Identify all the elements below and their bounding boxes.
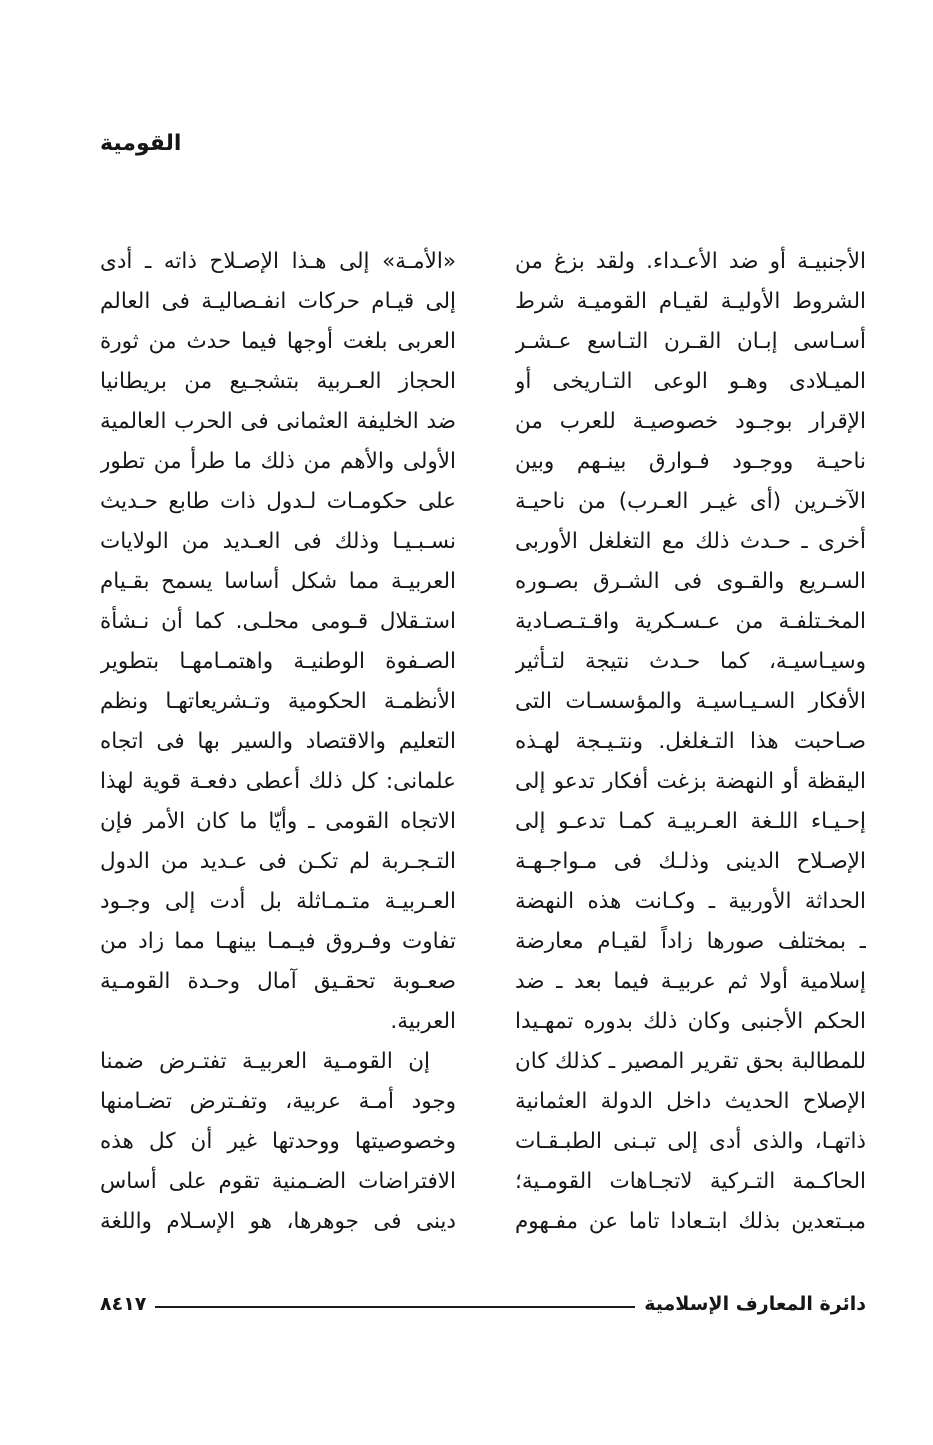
text-line-paragraph-start: إن القومـية العربيـة تفتـرض ضمنا — [100, 1049, 430, 1074]
text-line: الإصلاح الحديث داخل الدولة العثمانية — [515, 1089, 866, 1114]
text-line: أخرى ـ حـدث ذلك مع التغلغل الأوربى — [515, 529, 866, 554]
text-line: الآخـرين (أى غيـر العـرب) من ناحيـة — [515, 489, 866, 514]
text-line: العربى بلغت أوجها فيما حدث من ثورة — [100, 329, 456, 354]
page-footer — [100, 1287, 866, 1321]
text-line-paragraph-end: العربية. — [390, 1009, 456, 1034]
text-line: صـاحبت هذا التـغلغل. ونتـيـجة لهـذه — [515, 729, 866, 754]
text-line: أسـاسى إبـان القـرن التـاسع عـشـر — [515, 329, 866, 354]
text-line: ناحيـة ووجـود فـوارق بينـهم وبين — [515, 449, 866, 474]
text-line: صعـوبة تحقـيق آمال وحـدة القومـية — [100, 969, 456, 994]
text-line: الإصـلاح الدينى وذلـك فى مـواجـهـة — [515, 849, 866, 874]
text-line: الحاكـمة التـركية لاتجـاهات القومـية؛ — [515, 1169, 866, 1194]
text-line: وخصوصيتها ووحدتها غير أن كل هذه — [100, 1129, 456, 1154]
text-line: على حكومـات لـدول ذات طابع حـديث — [100, 489, 456, 514]
text-line: إحـيـاء اللـغة العـربيـة كمـا تدعـو إلى — [515, 809, 866, 834]
text-line: ذاتهـا، والذى أدى إلى تبـنى الطبـقـات — [515, 1129, 866, 1154]
text-line: الصـفوة الوطنيـة واهتمـامهـا بتطوير — [100, 649, 456, 674]
text-line: الأنظمـة الحكومية وتـشريعاتهـا ونظم — [100, 689, 456, 714]
text-line: وسيـاسيـة، كما حـدث نتيجة لتـأثير — [515, 649, 866, 674]
text-line: استـقلال قـومى محلـى. كما أن نـشأة — [100, 609, 456, 634]
text-line: الافتراضات الضـمنية تقوم على أساس — [100, 1169, 456, 1194]
text-line: ـ بمختلف صورها زاداً لقيـام معارضة — [515, 929, 866, 954]
text-line: الحداثة الأوربية ـ وكـانت هذه النهضة — [515, 889, 866, 914]
text-line: السـريع والقـوى فى الشـرق بصـوره — [515, 569, 866, 594]
text-line: مبـتعدين بذلك ابتـعادا تاما عن مفـهوم — [515, 1209, 866, 1234]
text-line: علمانى: كل ذلك أعطى دفعـة قوية لهذا — [100, 769, 456, 794]
column-left — [100, 242, 456, 1242]
text-line: الإقرار بوجـود خصوصيـة للعرب من — [515, 409, 866, 434]
text-line: العـربيـة متـمـاثلة بل أدت إلى وجـود — [100, 889, 456, 914]
text-line: الشروط الأوليـة لقيـام القوميـة شرط — [515, 289, 866, 314]
text-line: اليقظة أو النهضة بزغت أفكار تدعو إلى — [515, 769, 866, 794]
text-line: إسلامية أولا ثم عربيـة فيما بعد ـ ضد — [515, 969, 866, 994]
text-line: الأفكار السـيـاسيـة والمؤسسـات التى — [515, 689, 866, 714]
text-line: إلى قيـام حركات انفـصاليـة فى العالم — [100, 289, 456, 314]
text-line: الأجنبيـة أو ضد الأعـداء. ولقد بزغ من — [515, 249, 866, 274]
text-line: دينى فى جوهرها، هو الإسـلام واللغة — [100, 1209, 456, 1234]
text-line: الحكم الأجنبى وكان ذلك بدوره تمهـيدا — [515, 1009, 866, 1034]
text-line: نسـبـيـا وذلك فى العـديد من الولايات — [100, 529, 456, 554]
text-line: وجود أمـة عربية، وتفـترض تضـامنها — [100, 1089, 456, 1114]
text-line: ضد الخليفة العثمانى فى الحرب العالمية — [100, 409, 456, 434]
page-number: ٨٤١٧ — [100, 1293, 147, 1315]
text-line: الأولى والأهم من ذلك ما طرأ من تطور — [100, 449, 456, 474]
text-line: الميـلادى وهـو الوعى التـاريخى أو — [515, 369, 866, 394]
running-header: القومية — [100, 131, 182, 156]
text-line: التعليم والاقتصاد والسير بها فى اتجاه — [100, 729, 456, 754]
text-line: التـجـربة لم تكـن فى عـديد من الدول — [100, 849, 456, 874]
text-line: الحجاز العـربية بتشجـيع من بريطانيا — [100, 369, 456, 394]
text-line: الاتجاه القومى ـ وأيّا ما كان الأمر فإن — [100, 809, 456, 834]
publication-title: دائرة المعارف الإسلامية — [644, 1293, 866, 1315]
column-right — [515, 242, 866, 1242]
text-line: تفاوت وفـروق فيـمـا بينهـا مما زاد من — [100, 929, 456, 954]
text-line: العربيـة مما شكل أساسا يسمح بقـيام — [100, 569, 456, 594]
text-line: «الأمـة» إلى هـذا الإصـلاح ذاته ـ أدى — [100, 249, 456, 274]
footer-rule — [155, 1306, 635, 1308]
text-line: المخـتلفـة من عـسـكرية واقـتـصـادية — [515, 609, 866, 634]
text-line: للمطالبة بحق تقرير المصير ـ كذلك كان — [515, 1049, 866, 1074]
